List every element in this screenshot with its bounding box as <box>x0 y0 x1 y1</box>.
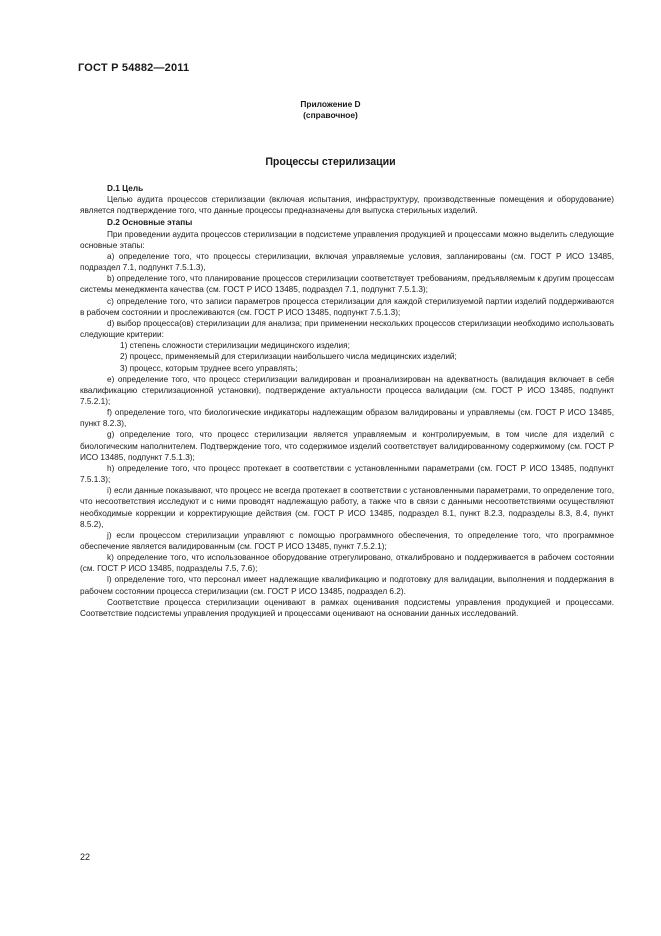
annex-label <box>0 99 661 121</box>
paragraph: При проведении аудита процессов стерилизации в подсистеме управления продукцией и процессами можно выделить следующие основные этапы: <box>80 229 614 250</box>
list-item-l: l) определение того, что персонал имеет надлежащие квалификацию и подготовку для валидации, выполнения и поддержания в рабочем состоянии процесса стерилизации (см. ГОСТ Р ИСО 13485, подраздел 6.2). <box>80 575 614 596</box>
criteria-item-2: 2) процесс, применяемый для стерилизации наибольшего числа медицинских изделий; <box>120 352 457 362</box>
annex-title: Приложение D <box>300 99 361 109</box>
page-title: Процессы стерилизации <box>265 156 396 168</box>
list-item-g: g) определение того, что процесс стерилизации является управляемым и контролируемым, в том числе для изделий с биологическим наполнителем. Подтверждение того, что содержимое изделий соответствует валидированному содержимому (см. ГОСТ Р ИСО 13485, подпункт 7.5.1.3); <box>80 430 614 462</box>
criteria-item-3: 3) процесс, которым труднее всего управлять; <box>120 363 298 373</box>
list-item-f: f) определение того, что биологические индикаторы надлежащим образом валидированы и управляемы (см. ГОСТ Р ИСО 13485, пункт 8.2.3), <box>80 408 614 429</box>
list-item-h: h) определение того, что процесс протекает в соответствии с установленными параметрами (см. ГОСТ Р ИСО 13485, подпункт 7.5.1.3); <box>80 463 614 485</box>
paragraph: Целью аудита процессов стерилизации (включая испытания, инфраструктуру, производственные помещения и оборудование) является подтверждение того, что данные процессы предназначены для выпуска стерильных изделий. <box>80 195 614 216</box>
list-item-e: е) определение того, что процесс стерилизации валидирован и проанализирован на адекватность (валидация включает в себя квалификацию стерилизационной установки), подтверждение актуальности процесса валидации (см. ГОСТ Р ИСО 13485, подпункт 7.5.2.1); <box>80 374 614 406</box>
list-item-b: b) определение того, что планирование процессов стерилизации соответствует требованиям, предъявляемым к другим процессам системы менеджмента качества (см. ГОСТ Р ИСО 13485, подраздел 7.1, подпункт 7.5.1.3); <box>80 274 614 295</box>
list-item-k: k) определение того, что использованное оборудование отрегулировано, откалибровано и поддерживается в рабочем состоянии (см. ГОСТ Р ИСО 13485, подразделы 7.5, 7.6); <box>80 553 614 574</box>
section-heading-d1: D.1 Цель <box>107 184 144 193</box>
document-id-header: ГОСТ Р 54882—2011 <box>78 62 190 74</box>
document-body <box>80 183 614 619</box>
section-heading-d2: D.2 Основные этапы <box>107 218 193 228</box>
page-number: 22 <box>80 852 91 862</box>
list-item-c: c) определение того, что записи параметров процесса стерилизации для каждой стерилизуемой партии изделий поддерживаются в рабочем состоянии и прослеживаются (см. ГОСТ Р ИСО 13485, подпункт 7.5.1.3); <box>80 296 614 317</box>
criteria-item-1: 1) степень сложности стерилизации медицинского изделия; <box>120 341 350 351</box>
annex-type: (справочное) <box>303 110 358 120</box>
list-item-j: j) если процессом стерилизации управляют с помощью программного обеспечения, то определение того, что программное обеспечение является валидированным (см. ГОСТ Р ИСО 13485, пункт 7.5.2.1); <box>80 530 614 551</box>
list-item-d: d) выбор процесса(ов) стерилизации для анализа; при применении нескольких процессов стерилизации необходимо использовать следующие критерии: <box>80 318 614 340</box>
closing-paragraph: Соответствие процесса стерилизации оценивают в рамках оценивания подсистемы управления продукцией и процессами. Соответствие подсистемы управления продукцией и процессами оценивают на основании данных исследований. <box>80 597 614 618</box>
list-item-a: а) определение того, что процессы стерилизации, включая управляемые условия, запланированы (см. ГОСТ Р ИСО 13485, подраздел 7.1, подпункт 7.5.1.3), <box>80 251 614 273</box>
list-item-i: i) если данные показывают, что процесс не всегда протекает в соответствии с установленными параметрами, то определение того, что несоответствия исследуют и с ними проводят надлежащую работу, а также что в связи с данными несоответствиями осуществляют необходимые коррекции и корректирующие действия (см. ГОСТ Р ИСО 13485, подраздел 8.1, пункт 8.2.3, подразделы 8.3, 8.4, пункт 8.5.2), <box>80 486 614 529</box>
